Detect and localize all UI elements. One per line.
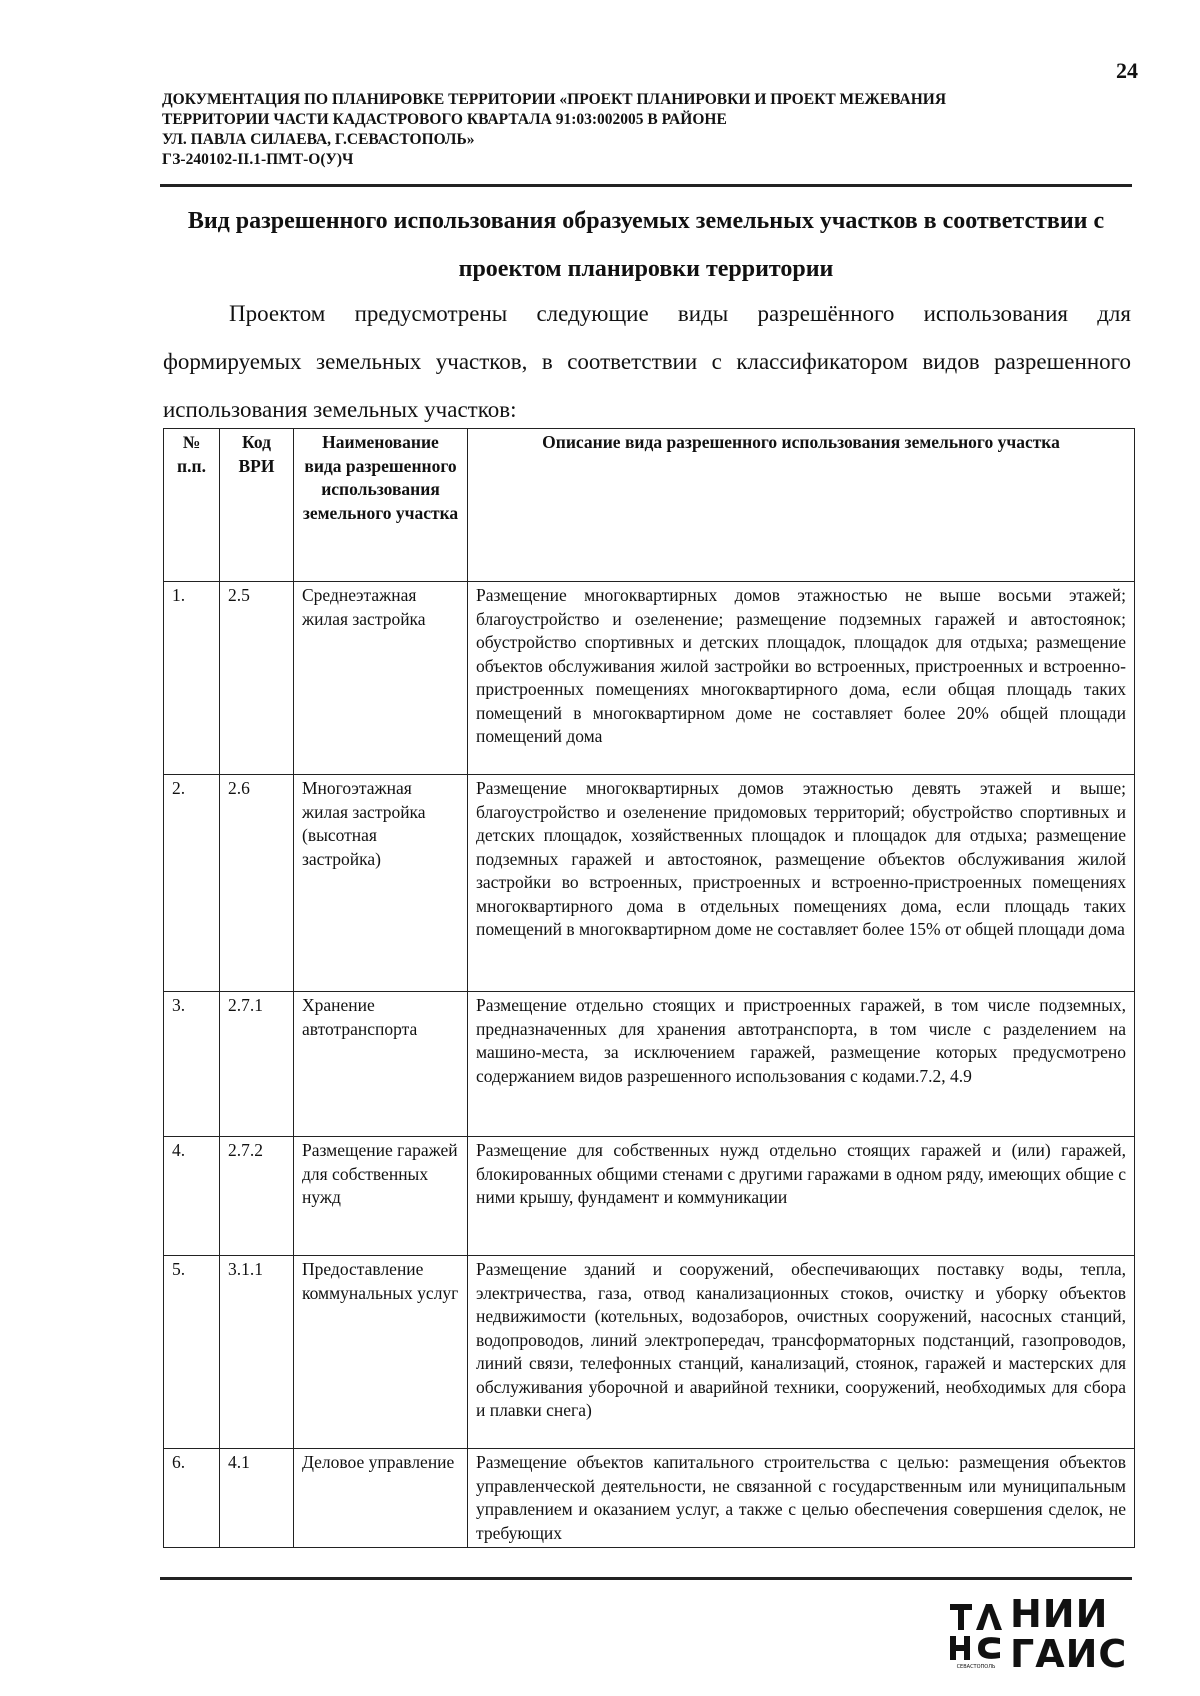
table-row xyxy=(164,992,1135,1137)
row-name: Размещение гаражей для собственных нужд xyxy=(294,1137,468,1256)
header-line: ДОКУМЕНТАЦИЯ ПО ПЛАНИРОВКЕ ТЕРРИТОРИИ «ПРОЕКТ ПЛАНИРОВКИ И ПРОЕКТ МЕЖЕВАНИЯ xyxy=(162,91,947,108)
row-num: 6. xyxy=(164,1449,220,1548)
row-name: Хранение автотранспорта xyxy=(294,992,468,1137)
row-num: 1. xyxy=(164,582,220,775)
row-num: 3. xyxy=(164,992,220,1137)
row-description: Размещение многоквартирных домов этажностью не выше восьми этажей; благоустройство и озеленение; размещение подземных гаражей и автостоянок; обустройство спортивных и детских площадок, площадок для отдыха; размещение объектов обслуживания жилой застройки во встроенных, пристроенных и встроенно-пристроенных помещениях многоквартирного дома, если общая площадь таких помещений в многоквартирном доме не составляет более 20% общей площади помещений дома xyxy=(468,582,1135,775)
row-name: Многоэтажная жилая застройка (высотная застройка) xyxy=(294,775,468,992)
row-num: 4. xyxy=(164,1137,220,1256)
row-code: 2.5 xyxy=(220,582,294,775)
header-code: ГЗ-240102-II.1-ПМТ-О(У)Ч xyxy=(162,151,354,168)
table-row xyxy=(164,582,1135,775)
intro-paragraph: Проектом предусмотрены следующие виды разрешённого использования для формируемых земельных участков, в соответствии с классификатором видов разрешенного использования земельных участков: xyxy=(163,301,1131,422)
row-description: Размещение многоквартирных домов этажностью девять этажей и выше; благоустройство и озеленение придомовых территорий; обустройство спортивных и детских площадок, хозяйственных площадок и площадок для отдыха; размещение подземных гаражей и автостоянок, размещение объектов обслуживания жилой застройки во встроенных, пристроенных и встроенно-пристроенных помещениях многоквартирного дома в отдельных помещениях дома, если площадь таких помещений в многоквартирном доме не составляет более 15% от общей площади дома xyxy=(468,775,1135,992)
row-num: 2. xyxy=(164,775,220,992)
footer-divider xyxy=(160,1577,1132,1580)
row-description: Размещение зданий и сооружений, обеспечивающих поставку воды, тепла, электричества, газа, отвод канализационных стоков, очистку и уборку объектов недвижимости (котельных, водозаборов, очистных сооружений, насосных станций, водопроводов, линий электропередач, трансформаторных подстанций, газопроводов, линий связи, телефонных станций, канализаций, стоянок, гаражей и мастерских для обслуживания уборочной и аварийной техники, сооружений, необходимых для сбора и плавки снега) xyxy=(468,1256,1135,1449)
permitted-use-table xyxy=(163,428,1135,1548)
header-line: ТЕРРИТОРИИ ЧАСТИ КАДАСТРОВОГО КВАРТАЛА 91:03:002005 В РАЙОНЕ xyxy=(162,111,727,128)
logo-line2: ГАИС xyxy=(1010,1632,1128,1676)
row-description: Размещение для собственных нужд отдельно стоящих гаражей и (или) гаражей, блокированных общими стенами с другими гаражами в одном ряду, имеющих общие с ними крышу, фундамент и коммуникации xyxy=(468,1137,1135,1256)
row-code: 2.7.2 xyxy=(220,1137,294,1256)
row-code: 3.1.1 xyxy=(220,1256,294,1449)
logo-line1: НИИ xyxy=(1010,1592,1109,1636)
logo-mark-icon xyxy=(948,1598,1004,1672)
header-code: Код ВРИ xyxy=(220,429,294,582)
logo-mark-caption: СЕВАСТОПОЛЬ xyxy=(956,1664,996,1670)
header-num: № п.п. xyxy=(164,429,220,582)
table-row xyxy=(164,775,1135,992)
table-row xyxy=(164,1137,1135,1256)
header-description: Описание вида разрешенного использования земельного участка xyxy=(468,429,1135,582)
row-code: 4.1 xyxy=(220,1449,294,1548)
table-header-row xyxy=(164,429,1135,582)
document-header xyxy=(162,90,1122,170)
row-name: Среднеэтажная жилая застройка xyxy=(294,582,468,775)
section-title: Вид разрешенного использования образуемых земельных участков в соответствии с проектом планировки территории xyxy=(187,208,1105,282)
table-row xyxy=(164,1256,1135,1449)
table-row xyxy=(164,1449,1135,1548)
row-name: Деловое управление xyxy=(294,1449,468,1548)
row-code: 2.6 xyxy=(220,775,294,992)
row-description: Размещение отдельно стоящих и пристроенных гаражей, в том числе подземных, предназначенных для хранения автотранспорта, в том числе с разделением на машино-места, за исключением гаражей, размещение которых предусмотрено содержанием видов разрешенного использования с кодами.7.2, 4.9 xyxy=(468,992,1135,1137)
header-name: Наименование вида разрешенного использования земельного участка xyxy=(294,429,468,582)
header-line: УЛ. ПАВЛА СИЛАЕВА, Г.СЕВАСТОПОЛЬ» xyxy=(162,131,475,148)
header-divider xyxy=(160,184,1132,187)
row-num: 5. xyxy=(164,1256,220,1449)
row-description: Размещение объектов капитального строительства с целью: размещения объектов управленческой деятельности, не связанной с государственным или муниципальным управлением и оказанием услуг, а также с целью обеспечения совершения сделок, не требующих xyxy=(468,1449,1135,1548)
row-code: 2.7.1 xyxy=(220,992,294,1137)
row-name: Предоставление коммунальных услуг xyxy=(294,1256,468,1449)
page-number: 24 xyxy=(1116,58,1138,83)
company-logo xyxy=(948,1592,1134,1676)
logo-text xyxy=(1010,1594,1134,1674)
